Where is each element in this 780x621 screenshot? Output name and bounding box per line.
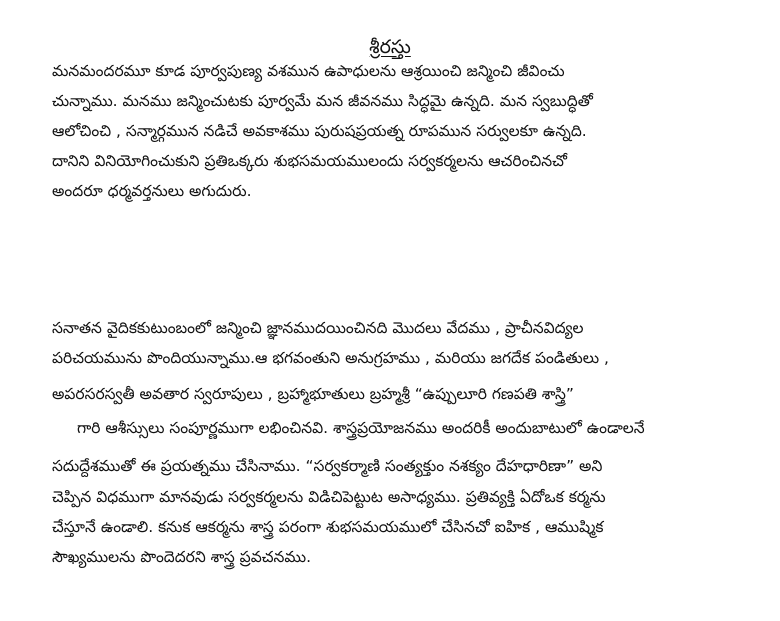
paragraph-line: దానిని వినియోగించుకుని ప్రతిఒక్కరు శుభసమయములందు సర్వకర్మలను ఆచరించినచో	[52, 152, 568, 170]
paragraph-line: అందరూ ధర్మవర్తనులు అగుదురు.	[52, 182, 252, 200]
paragraph-line: ఆలోచించి , సన్మార్గమున నడిచే అవకాశము పురుషప్రయత్న రూపమున సర్వులకూ ఉన్నది.	[52, 122, 587, 140]
paragraph-line: చున్నాము. మనము జన్మించుటకు పూర్వమే మన జీవనము సిద్ధమై ఉన్నది. మన స్వబుద్ధితో	[52, 92, 593, 110]
paragraph-line: పరిచయమును పొందియున్నాము.ఆ భగవంతుని అనుగ్రహము , మరియు జగదేక పండితులు ,	[52, 349, 609, 367]
paragraph-line: అపరసరస్వతీ అవతార స్వరూపులు , బ్రహ్మాభూతులు బ్రహ్మశ్రీ “ఉప్పులూరి గణపతి శాస్త్రి”	[52, 385, 574, 403]
paragraph-main	[52, 314, 742, 572]
page-title: శ్రీరస్తు	[369, 36, 411, 58]
paragraph-line: సౌఖ్యములను పొందెదరని శాస్త్ర ప్రవచనము.	[52, 548, 312, 566]
paragraph-intro	[52, 56, 742, 206]
paragraph-line: చేస్తూనే ఉండాలి. కనుక ఆకర్మను శాస్త్ర పరంగా శుభసమయములో చేసినచో ఐహిక , ఆముష్మిక	[52, 518, 604, 536]
paragraph-line: గారి ఆశీస్సులు సంపూర్ణముగా లభించినవి. శాస్త్రప్రయోజనము అందరికీ అందుబాటులో ఉండాలనే	[77, 419, 645, 437]
paragraph-line: సదుద్దేశముతో ఈ ప్రయత్నము చేసినాము. “సర్వకర్మాణి సంత్యక్తుం నశక్యం దేహధారిణా” అని	[52, 457, 603, 475]
paragraph-line: చెప్పిన విధముగా మానవుడు సర్వకర్మలను విడిచిపెట్టుట అసాధ్యము. ప్రతివ్యక్తి ఏదోఒక కర్మను	[52, 488, 606, 506]
paragraph-line: మనమందరమూ కూడ పూర్వపుణ్య వశమున ఉపాధులను ఆశ్రయించి జన్మించి జీవించు	[52, 62, 565, 80]
paragraph-line: సనాతన వైదికకుటుంబంలో జన్మించి జ్ఞానముదయించినది మొదలు వేదము , ప్రాచీనవిద్యల	[52, 319, 584, 337]
